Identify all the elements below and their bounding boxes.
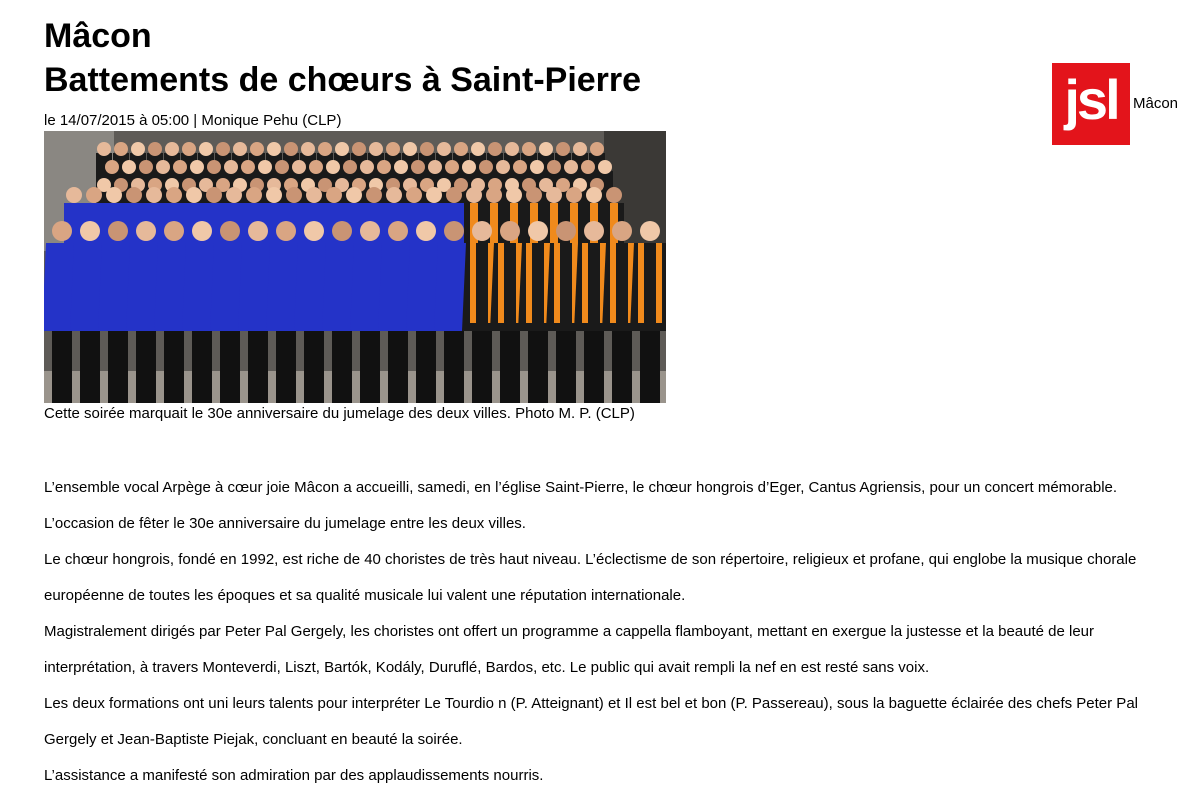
publication-logo-block xyxy=(1052,63,1178,145)
article-title: Battements de chœurs à Saint-Pierre xyxy=(44,61,642,99)
logo-city-label: Mâcon xyxy=(1133,95,1179,112)
article-paragraph: Les deux formations ont uni leurs talents pour interpréter Le Tourdio n (P. Atteignant) et Il est bel et bon (P. Passereau), sous la baguette éclairée des chefs Peter Pal Gergely et Jean-Baptiste Piejak, concluant en beauté la soirée. xyxy=(44,695,1138,748)
logo-text: jsl xyxy=(1064,68,1118,131)
photo-caption: Cette soirée marquait le 30e anniversaire du jumelage des deux villes. Photo M. P. (CLP) xyxy=(44,405,635,422)
article-paragraph: L’assistance a manifesté son admiration par des applaudissements nourris. xyxy=(44,767,544,784)
jsl-logo xyxy=(1052,63,1130,145)
article-body xyxy=(44,470,1188,794)
choir-photo xyxy=(44,131,666,403)
article-location: Mâcon xyxy=(44,17,152,55)
article-paragraph: L’ensemble vocal Arpège à cœur joie Mâcon a accueilli, samedi, en l’église Saint-Pierre, le chœur hongrois d’Eger, Cantus Agriensis, pour un concert mémorable. L’occasion de fêter le 30e anniversaire du jumelage entre les deux villes. xyxy=(44,479,1118,532)
article-paragraph: Magistralement dirigés par Peter Pal Gergely, les choristes ont offert un programme a cappella flamboyant, mettant en exergue la justesse et la beauté de leur interprétation, à travers Monteverdi, Liszt, Bartók, Kodály, Duruflé, Bardos, etc. Le public qui avait rempli la nef en est resté sans voix. xyxy=(44,623,1095,676)
article-paragraph: Le chœur hongrois, fondé en 1992, est riche de 40 choristes de très haut niveau. L’éclectisme de son répertoire, religieux et profane, qui englobe la musique chorale européenne de toutes les époques et sa qualité musicale lui valent une réputation internationale. xyxy=(44,551,1137,604)
article-byline: le 14/07/2015 à 05:00 | Monique Pehu (CLP) xyxy=(44,112,342,129)
choir-illustration xyxy=(44,131,666,403)
article-headline xyxy=(44,14,641,102)
